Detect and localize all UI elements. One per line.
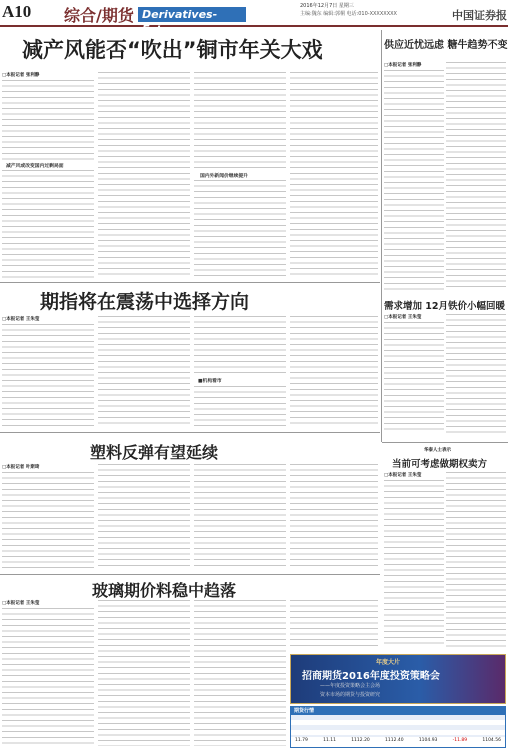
kicker-options: 华泰人士表示 [424,448,451,453]
headline-options: 当前可考虑做期权卖方 [392,459,488,470]
text-block [2,80,94,160]
text-block [194,180,286,278]
headline-copper: 减产风能否“吹出”铜市年关大戏 [22,38,323,62]
editor-info: 主编:魏东 编辑:郭桐 电话:010-XXXXXXXX [300,11,397,17]
text-block [194,72,286,170]
rule [382,442,508,443]
column-divider [381,30,382,442]
text-block [290,600,378,650]
ad-title: 招商期货2016年度投资策略会 [302,671,440,682]
ad-line2: ——年度投资策略会主会场 [320,683,381,689]
text-block [384,480,444,648]
subhead-a3: ■机构看市 [198,379,222,384]
rule [0,432,380,433]
headline-iron: 需求增加 12月铁价小幅回暖 [384,301,506,312]
rule [0,282,380,283]
headline-plastic: 塑料反弹有望延续 [90,443,219,462]
table-title: 期货行情 [291,707,505,715]
text-block [384,322,444,434]
text-block [290,316,378,426]
text-block [98,600,190,746]
text-block [446,62,506,290]
text-block [290,72,378,278]
subhead-a1-1: 减产风或改变国内过剩局面 [6,164,64,169]
byline-a4: □本报记者 王朱莹 [384,315,422,320]
section-band: Derivatives-Futures [138,7,246,22]
headline-glass: 玻璃期价料稳中趋落 [92,581,237,600]
text-block [194,386,286,426]
text-block [194,600,286,746]
text-block [194,316,286,374]
page-number: A10 [2,2,32,21]
section-title: 综合/期货 [64,6,134,25]
text-block [2,324,94,426]
byline-a7: □本报记者 王朱莹 [2,601,40,606]
text-block [384,70,444,290]
byline-a5: □本报记者 叶斯琦 [2,465,40,470]
headline-sugar: 供应近忧远虑 糖牛趋势不变 [384,40,508,51]
rule [0,574,380,575]
text-block [98,72,190,278]
text-block [194,464,286,570]
byline-a2: □本报记者 张利静 [384,63,422,68]
byline-a3: □本报记者 王朱莹 [2,317,40,322]
text-block [446,314,506,434]
byline-a6: □本报记者 王朱莹 [384,473,422,478]
ad-top-text: 年度大片 [376,659,401,666]
subhead-a1-2: 国内外新闻价继续提升 [200,174,248,179]
text-block [290,464,378,570]
byline-a1: □本报记者 张利静 [2,73,40,78]
text-block [98,464,190,570]
masthead-brand: 中国证券报 [452,9,507,22]
headline-index-futures: 期指将在震荡中选择方向 [40,291,250,313]
table-body [291,715,505,737]
text-block [2,472,94,570]
text-block [98,316,190,426]
text-block [446,472,506,648]
table-row: 11.79 11.11 1112.20 1112.40 1104.93 -11.89 1104.56 [295,738,501,743]
issue-date: 2016年12月7日 星期三 [300,3,354,9]
text-block [2,608,94,746]
text-block [2,170,94,278]
quote-table [290,706,506,748]
ad-line3: 资本市场的期货与投资研究 [320,692,381,698]
